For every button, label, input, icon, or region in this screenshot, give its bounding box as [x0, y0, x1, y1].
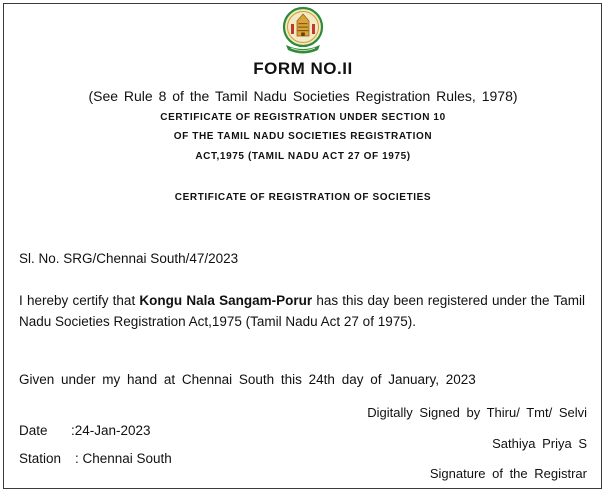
- certificate-subtitle: CERTIFICATE OF REGISTRATION OF SOCIETIES: [174, 192, 432, 203]
- station-value: : Chennai South: [75, 451, 172, 466]
- certificate-heading-line-1: CERTIFICATE OF REGISTRATION UNDER SECTION 10: [160, 112, 446, 123]
- station-label: Station: [19, 451, 62, 466]
- digitally-signed-line: Digitally Signed by Thiru/ Tmt/ Selvi: [367, 405, 587, 420]
- date-label: Date: [19, 423, 48, 438]
- tamil-nadu-emblem-icon: [282, 5, 324, 57]
- certification-paragraph: [19, 290, 585, 332]
- signature-caption: Signature of the Registrar: [429, 466, 587, 481]
- society-name: Kongu Nala Sangam-Porur: [139, 293, 313, 308]
- rule-reference: (See Rule 8 of the Tamil Nadu Societies Registration Rules, 1978): [88, 88, 518, 104]
- serial-number: Sl. No. SRG/Chennai South/47/2023: [19, 251, 239, 266]
- date-row: [19, 423, 151, 438]
- given-under-hand-line: Given under my hand at Chennai South this 24th day of January, 2023: [19, 372, 476, 387]
- signer-name: Sathiya Priya S: [492, 436, 587, 451]
- certify-suffix: has this day been registered under the Tamil Nadu Societies Registration Act,1975 (Tamil Nadu Act 27 of 1975).: [19, 293, 585, 329]
- station-row: [19, 451, 172, 466]
- certificate-heading-line-3: ACT,1975 (TAMIL NADU ACT 27 OF 1975): [195, 151, 411, 162]
- certificate-heading-line-2: OF THE TAMIL NADU SOCIETIES REGISTRATION: [173, 131, 433, 142]
- date-value: :24-Jan-2023: [71, 423, 151, 438]
- form-title: FORM NO.II: [253, 59, 353, 78]
- certify-prefix: I hereby certify that: [19, 293, 140, 308]
